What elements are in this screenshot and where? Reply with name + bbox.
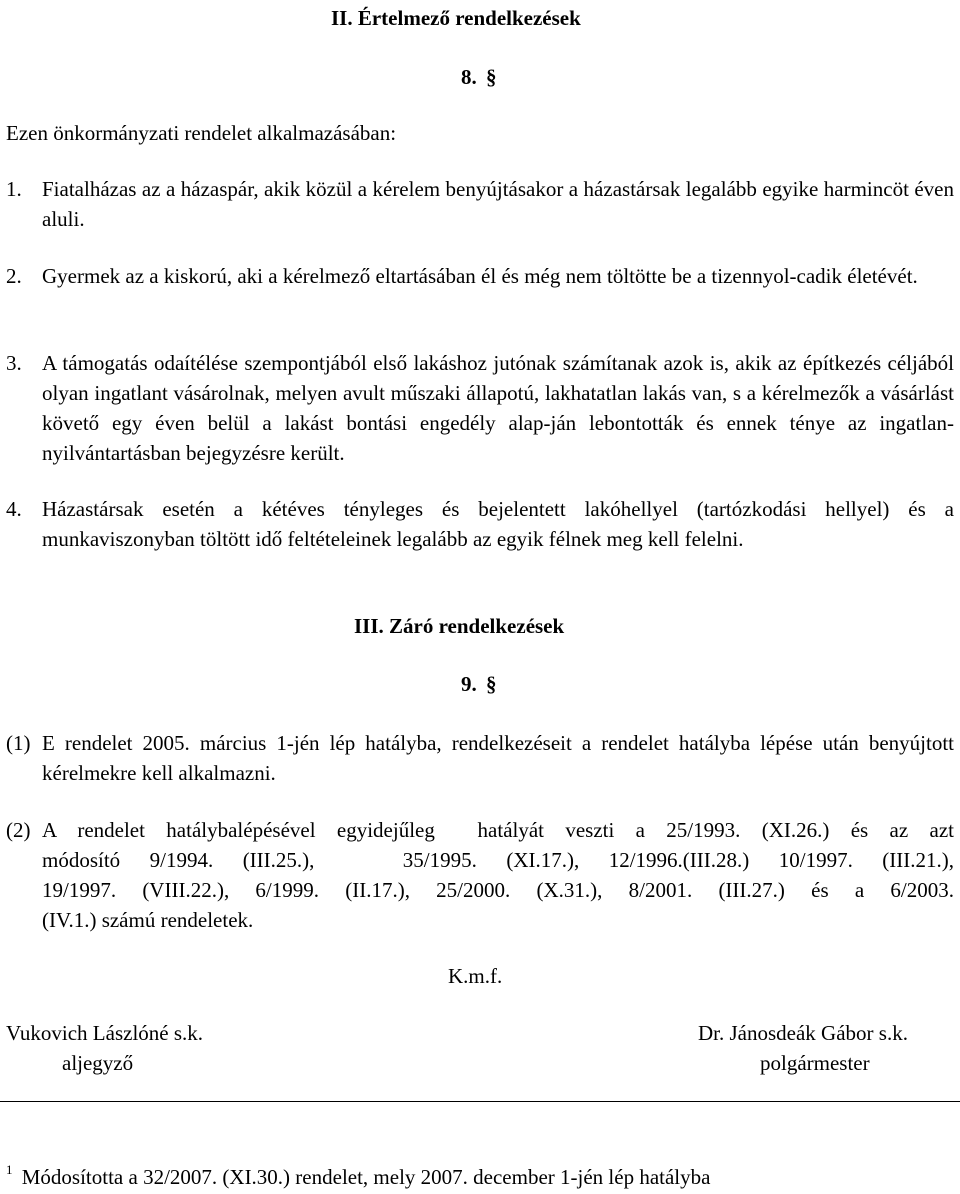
clause-text-line: 19/1997. (VIII.22.), 6/1999. (II.17.), 25/2000. (X.31.), 8/2001. (III.27.) és a 6/2003. [42,878,954,902]
clause-text-line: A rendelet hatálybalépésével egyidejűleg hatályát veszti a 25/1993. (XI.26.) és az azt [42,818,954,842]
footnote [6,1162,710,1192]
item-number: 3. [6,351,22,375]
list-item [6,494,954,554]
clause-number: (1) [6,731,31,755]
clause [6,815,954,935]
clause-text-line: módosító 9/1994. (III.25.), 35/1995. (XI.17.), 12/1996.(III.28.) 10/1997. (III.21.), [42,848,954,872]
item-number: 4. [6,497,22,521]
list-item [6,348,954,468]
signatory-title: polgármester [760,1051,870,1075]
paragraph-number: 8. [461,65,477,89]
clause [6,728,954,788]
clause-text: E rendelet 2005. március 1-jén lép hatályba, rendelkezéseit a rendelet hatályba lépése után benyújtott kérelmekre kell alkalmazni. [42,731,954,785]
section-sign: § [486,672,497,696]
clause-number: (2) [6,818,31,842]
item-text: Gyermek az a kiskorú, aki a kérelmező eltartásában él és még nem töltötte be a tizennyol-cadik életévét. [42,264,918,288]
list-item [6,174,954,234]
item-number: 2. [6,264,22,288]
section-heading-3: III. Záró rendelkezések [354,614,565,638]
section-sign: § [486,65,497,89]
item-number: 1. [6,177,22,201]
list-item [6,261,954,291]
footnote-divider [0,1101,960,1102]
signatory-name: Dr. Jánosdeák Gábor s.k. [698,1021,908,1045]
paragraph-number-9 [461,669,497,699]
footnote-text: Módosította a 32/2007. (XI.30.) rendelet, mely 2007. december 1-jén lép hatályba [21,1165,711,1189]
kmf-label: K.m.f. [448,964,503,988]
signature-right [690,1018,960,1078]
signatory-title: aljegyző [62,1051,134,1075]
paragraph-number: 9. [461,672,477,696]
item-text: A támogatás odaítélése szempontjából első lakáshoz jutónak számítanak azok is, akik az építkezés céljából olyan ingatlant vásárolnak, melyen avult műszaki állapotú, lakhatatlan lakás van, s a kérelmezők a vásárlást követő egy éven belül a lakást bontási engedély alap-ján lebontották és ennek ténye az ingatlan-nyilvántartásban bejegyzésre került. [42,351,954,465]
item-text: Házastársak esetén a kétéves tényleges és bejelentett lakóhellyel (tartózkodási hellyel) és a munkaviszonyban töltött idő feltételeinek legalább az egyik félnek meg kell felelni. [42,497,954,551]
signature-left [6,1018,306,1078]
paragraph-number-8 [461,62,497,92]
footnote-mark: 1 [6,1162,13,1177]
signatory-name: Vukovich Lászlóné s.k. [6,1021,204,1045]
intro-text: Ezen önkormányzati rendelet alkalmazásában: [6,121,397,145]
section-heading-2: II. Értelmező rendelkezések [331,6,581,30]
footnote-reference [486,65,497,89]
clause-text-line: (IV.1.) számú rendeletek. [42,908,254,932]
item-text: Fiatalházas az a házaspár, akik közül a kérelem benyújtásakor a házastársak legalább egyike harmincöt éven aluli. [42,177,954,231]
